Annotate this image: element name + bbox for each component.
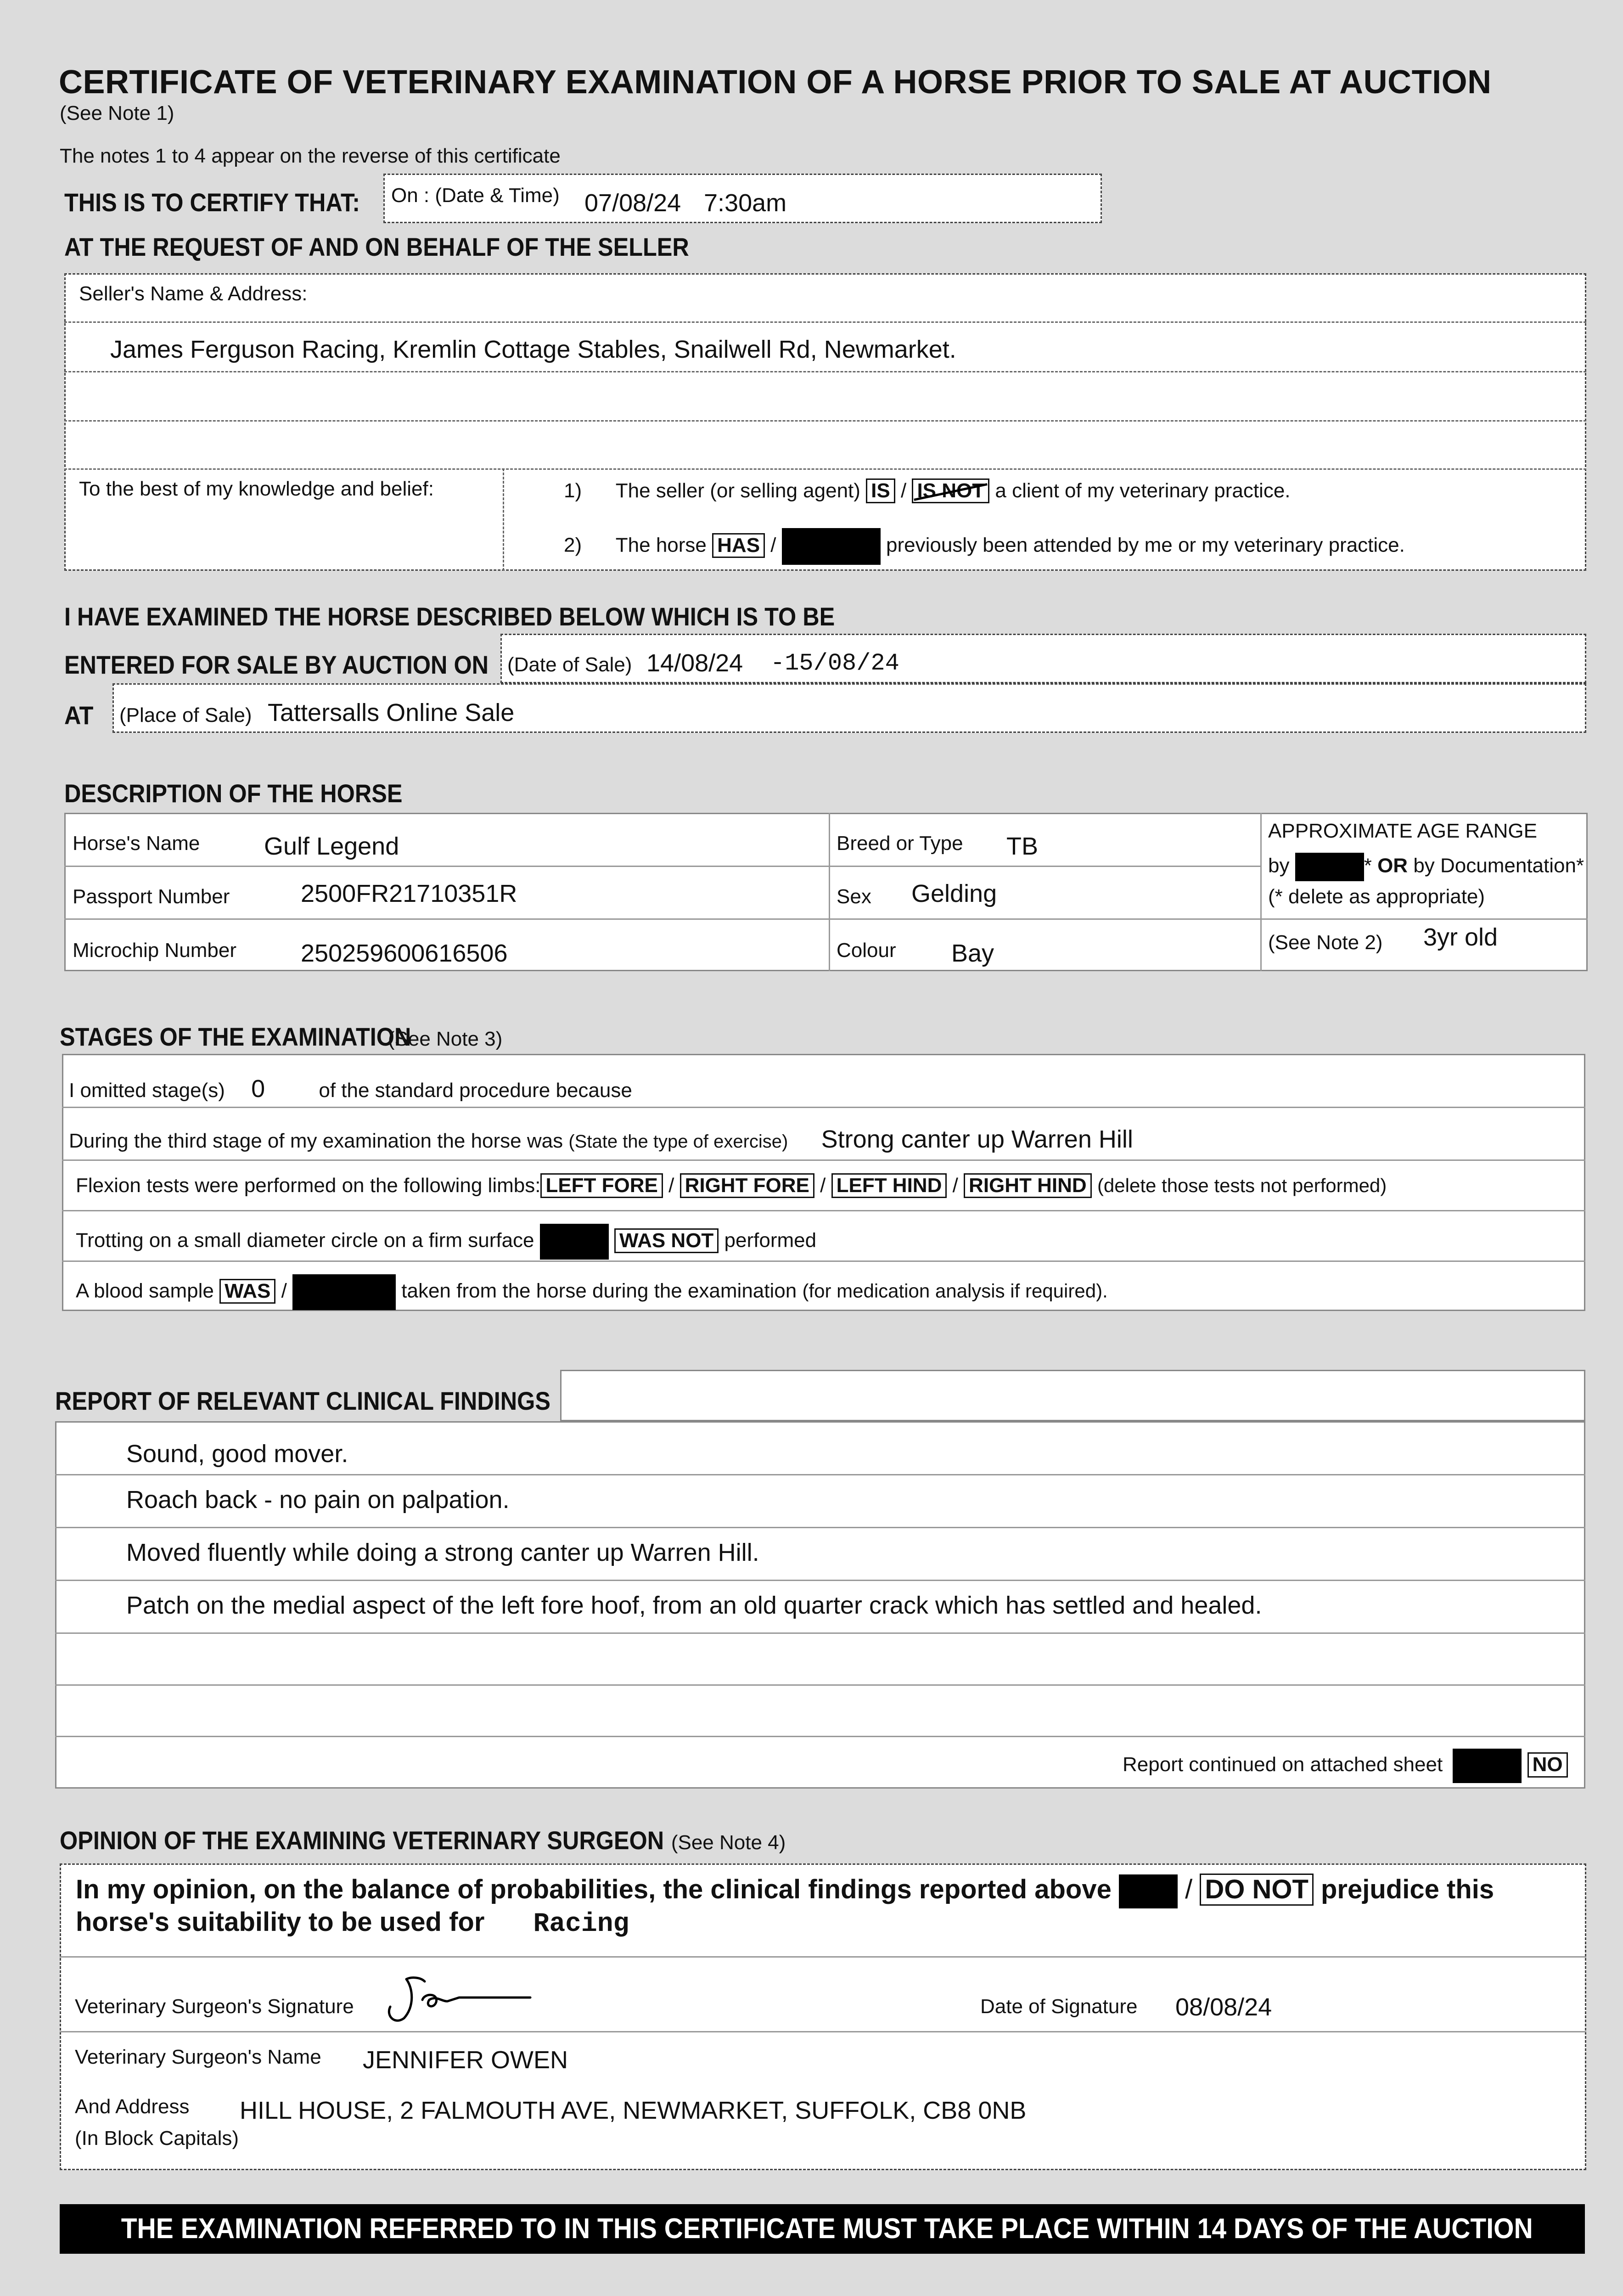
seller-box (64, 273, 1586, 571)
redaction (782, 528, 881, 565)
redaction (540, 1224, 609, 1260)
see-note-1: (See Note 1) (60, 102, 174, 124)
sale-date-box (500, 634, 1586, 683)
trot-was-not: WAS NOT (614, 1228, 719, 1253)
vet-address: HILL HOUSE, 2 FALMOUTH AVE, NEWMARKET, SUFFOLK, CB8 0NB (240, 2097, 1027, 2124)
redaction (1295, 853, 1364, 881)
opinion-heading: OPINION OF THE EXAMINING VETERINARY SURGEON (See Note 4) (60, 1826, 786, 1855)
sale-date-end: -15/08/24 (770, 650, 899, 677)
third-stage: During the third stage of my examination the horse was (State the type of exercise) Strong canter up Warren Hill (69, 1125, 1133, 1153)
certify-date-box (383, 174, 1102, 223)
place-of-sale: Tattersalls Online Sale (268, 699, 515, 726)
third-stage-value: Strong canter up Warren Hill (821, 1125, 1133, 1153)
redaction (292, 1274, 396, 1310)
report-continued: Report continued on attached sheet NO (1123, 1749, 1568, 1783)
signature-image (379, 1975, 572, 2025)
colour-value: Bay (951, 940, 994, 967)
blood-sample: A blood sample WAS / taken from the horse during the examination (for medication analysis if required). (76, 1274, 1108, 1310)
finding-line-1: Sound, good mover. (126, 1440, 348, 1468)
flexion-tests: Flexion tests were performed on the following limbs: LEFT FORE / RIGHT FORE / LEFT HIND / RIGHT HIND (delete those tests not performed) (76, 1173, 1387, 1198)
seller-label: Seller's Name & Address: (79, 282, 308, 305)
microchip-label: Microchip Number (73, 939, 236, 962)
exam-time: 7:30am (704, 189, 787, 217)
age-value: 3yr old (1423, 923, 1498, 951)
omitted-stages: I omitted stage(s) 0 of the standard procedure because (69, 1075, 632, 1103)
date-of-sale-label: (Date of Sale) (507, 653, 632, 676)
microchip-number: 250259600616506 (301, 940, 508, 967)
sale-date: 14/08/24 (646, 649, 743, 677)
opinion-do-not: DO NOT (1200, 1874, 1314, 1906)
knowledge-label: To the best of my knowledge and belief: (79, 478, 434, 500)
horse-name-label: Horse's Name (73, 832, 200, 855)
age-see-note: (See Note 2) (1268, 931, 1383, 954)
stages-heading: STAGES OF THE EXAMINATION (See Note 3) (60, 1022, 503, 1051)
age-delete-note: (* delete as appropriate) (1268, 885, 1485, 908)
vet-name: JENNIFER OWEN (363, 2046, 568, 2074)
omitted-value: 0 (251, 1075, 265, 1103)
limb-right-fore: RIGHT FORE (680, 1173, 814, 1198)
place-of-sale-label: (Place of Sale) (119, 704, 252, 726)
limb-left-hind: LEFT HIND (831, 1173, 947, 1198)
limb-left-fore: LEFT FORE (540, 1173, 663, 1198)
knowledge-item-1: 1) The seller (or selling agent) IS / IS NOT a client of my veterinary practice. (564, 478, 1291, 503)
opinion-line-2: horse's suitability to be used for Racing (76, 1907, 629, 1939)
at-label: AT (64, 701, 94, 730)
certify-label: THIS IS TO CERTIFY THAT: (64, 188, 360, 217)
opinion-line-1: In my opinion, on the balance of probabilities, the clinical findings reported above / DO NOT prejudice this (76, 1874, 1494, 1908)
finding-line-3: Moved fluently while doing a strong canter up Warren Hill. (126, 1539, 759, 1566)
entered-label: ENTERED FOR SALE BY AUCTION ON (64, 650, 489, 679)
findings-heading-box (560, 1370, 1585, 1421)
examined-heading: I HAVE EXAMINED THE HORSE DESCRIBED BELOW WHICH IS TO BE (64, 602, 835, 631)
blood-was: WAS (219, 1279, 275, 1304)
continued-no: NO (1528, 1752, 1568, 1777)
redaction (1453, 1749, 1522, 1783)
limb-right-hind: RIGHT HIND (964, 1173, 1092, 1198)
seller-value: James Ferguson Racing, Kremlin Cottage Stables, Snailwell Rd, Newmarket. (110, 336, 956, 363)
address-label: And Address (75, 2095, 190, 2118)
intended-use: Racing (533, 1909, 629, 1939)
sex-value: Gelding (911, 880, 997, 907)
passport-number: 2500FR21710351R (301, 880, 517, 907)
finding-line-4: Patch on the medial aspect of the left fore hoof, from an old quarter crack which has settled and healed. (126, 1592, 1262, 1619)
certificate-title: CERTIFICATE OF VETERINARY EXAMINATION OF A HORSE PRIOR TO SALE AT AUCTION (59, 64, 1492, 101)
trotting: Trotting on a small diameter circle on a firm surface WAS NOT performed (76, 1224, 816, 1260)
age-heading: APPROXIMATE AGE RANGE (1268, 820, 1537, 842)
request-heading: AT THE REQUEST OF AND ON BEHALF OF THE SELLER (64, 232, 689, 261)
breed-value: TB (1006, 833, 1039, 860)
description-heading: DESCRIPTION OF THE HORSE (64, 779, 403, 808)
place-box (112, 683, 1586, 733)
finding-line-2: Roach back - no pain on palpation. (126, 1486, 510, 1514)
age-method: by * OR by Documentation* (1268, 853, 1584, 881)
date-of-signature-label: Date of Signature (980, 1995, 1138, 2018)
passport-label: Passport Number (73, 885, 230, 908)
date-of-signature: 08/08/24 (1175, 1993, 1272, 2021)
redaction (1119, 1874, 1178, 1908)
knowledge-item-2: 2) The horse HAS / previously been attended by me or my veterinary practice. (564, 528, 1405, 565)
vet-name-label: Veterinary Surgeon's Name (75, 2046, 321, 2068)
option-has: HAS (712, 533, 765, 558)
horse-name: Gulf Legend (264, 833, 399, 860)
option-is-not-struck: IS NOT (912, 478, 989, 503)
colour-label: Colour (837, 939, 896, 962)
on-date-label: On : (Date & Time) (391, 184, 560, 207)
sex-label: Sex (837, 885, 871, 908)
exam-date: 07/08/24 (584, 189, 681, 217)
address-label-block-capitals: (In Block Capitals) (75, 2127, 239, 2150)
findings-heading: REPORT OF RELEVANT CLINICAL FINDINGS (55, 1386, 550, 1415)
breed-label: Breed or Type (837, 832, 963, 855)
notes-line: The notes 1 to 4 appear on the reverse of this certificate (60, 145, 561, 167)
footer-notice: THE EXAMINATION REFERRED TO IN THIS CERTIFICATE MUST TAKE PLACE WITHIN 14 DAYS OF THE AUCTION (60, 2204, 1585, 2254)
signature-label: Veterinary Surgeon's Signature (75, 1995, 354, 2018)
option-is: IS (866, 478, 895, 503)
